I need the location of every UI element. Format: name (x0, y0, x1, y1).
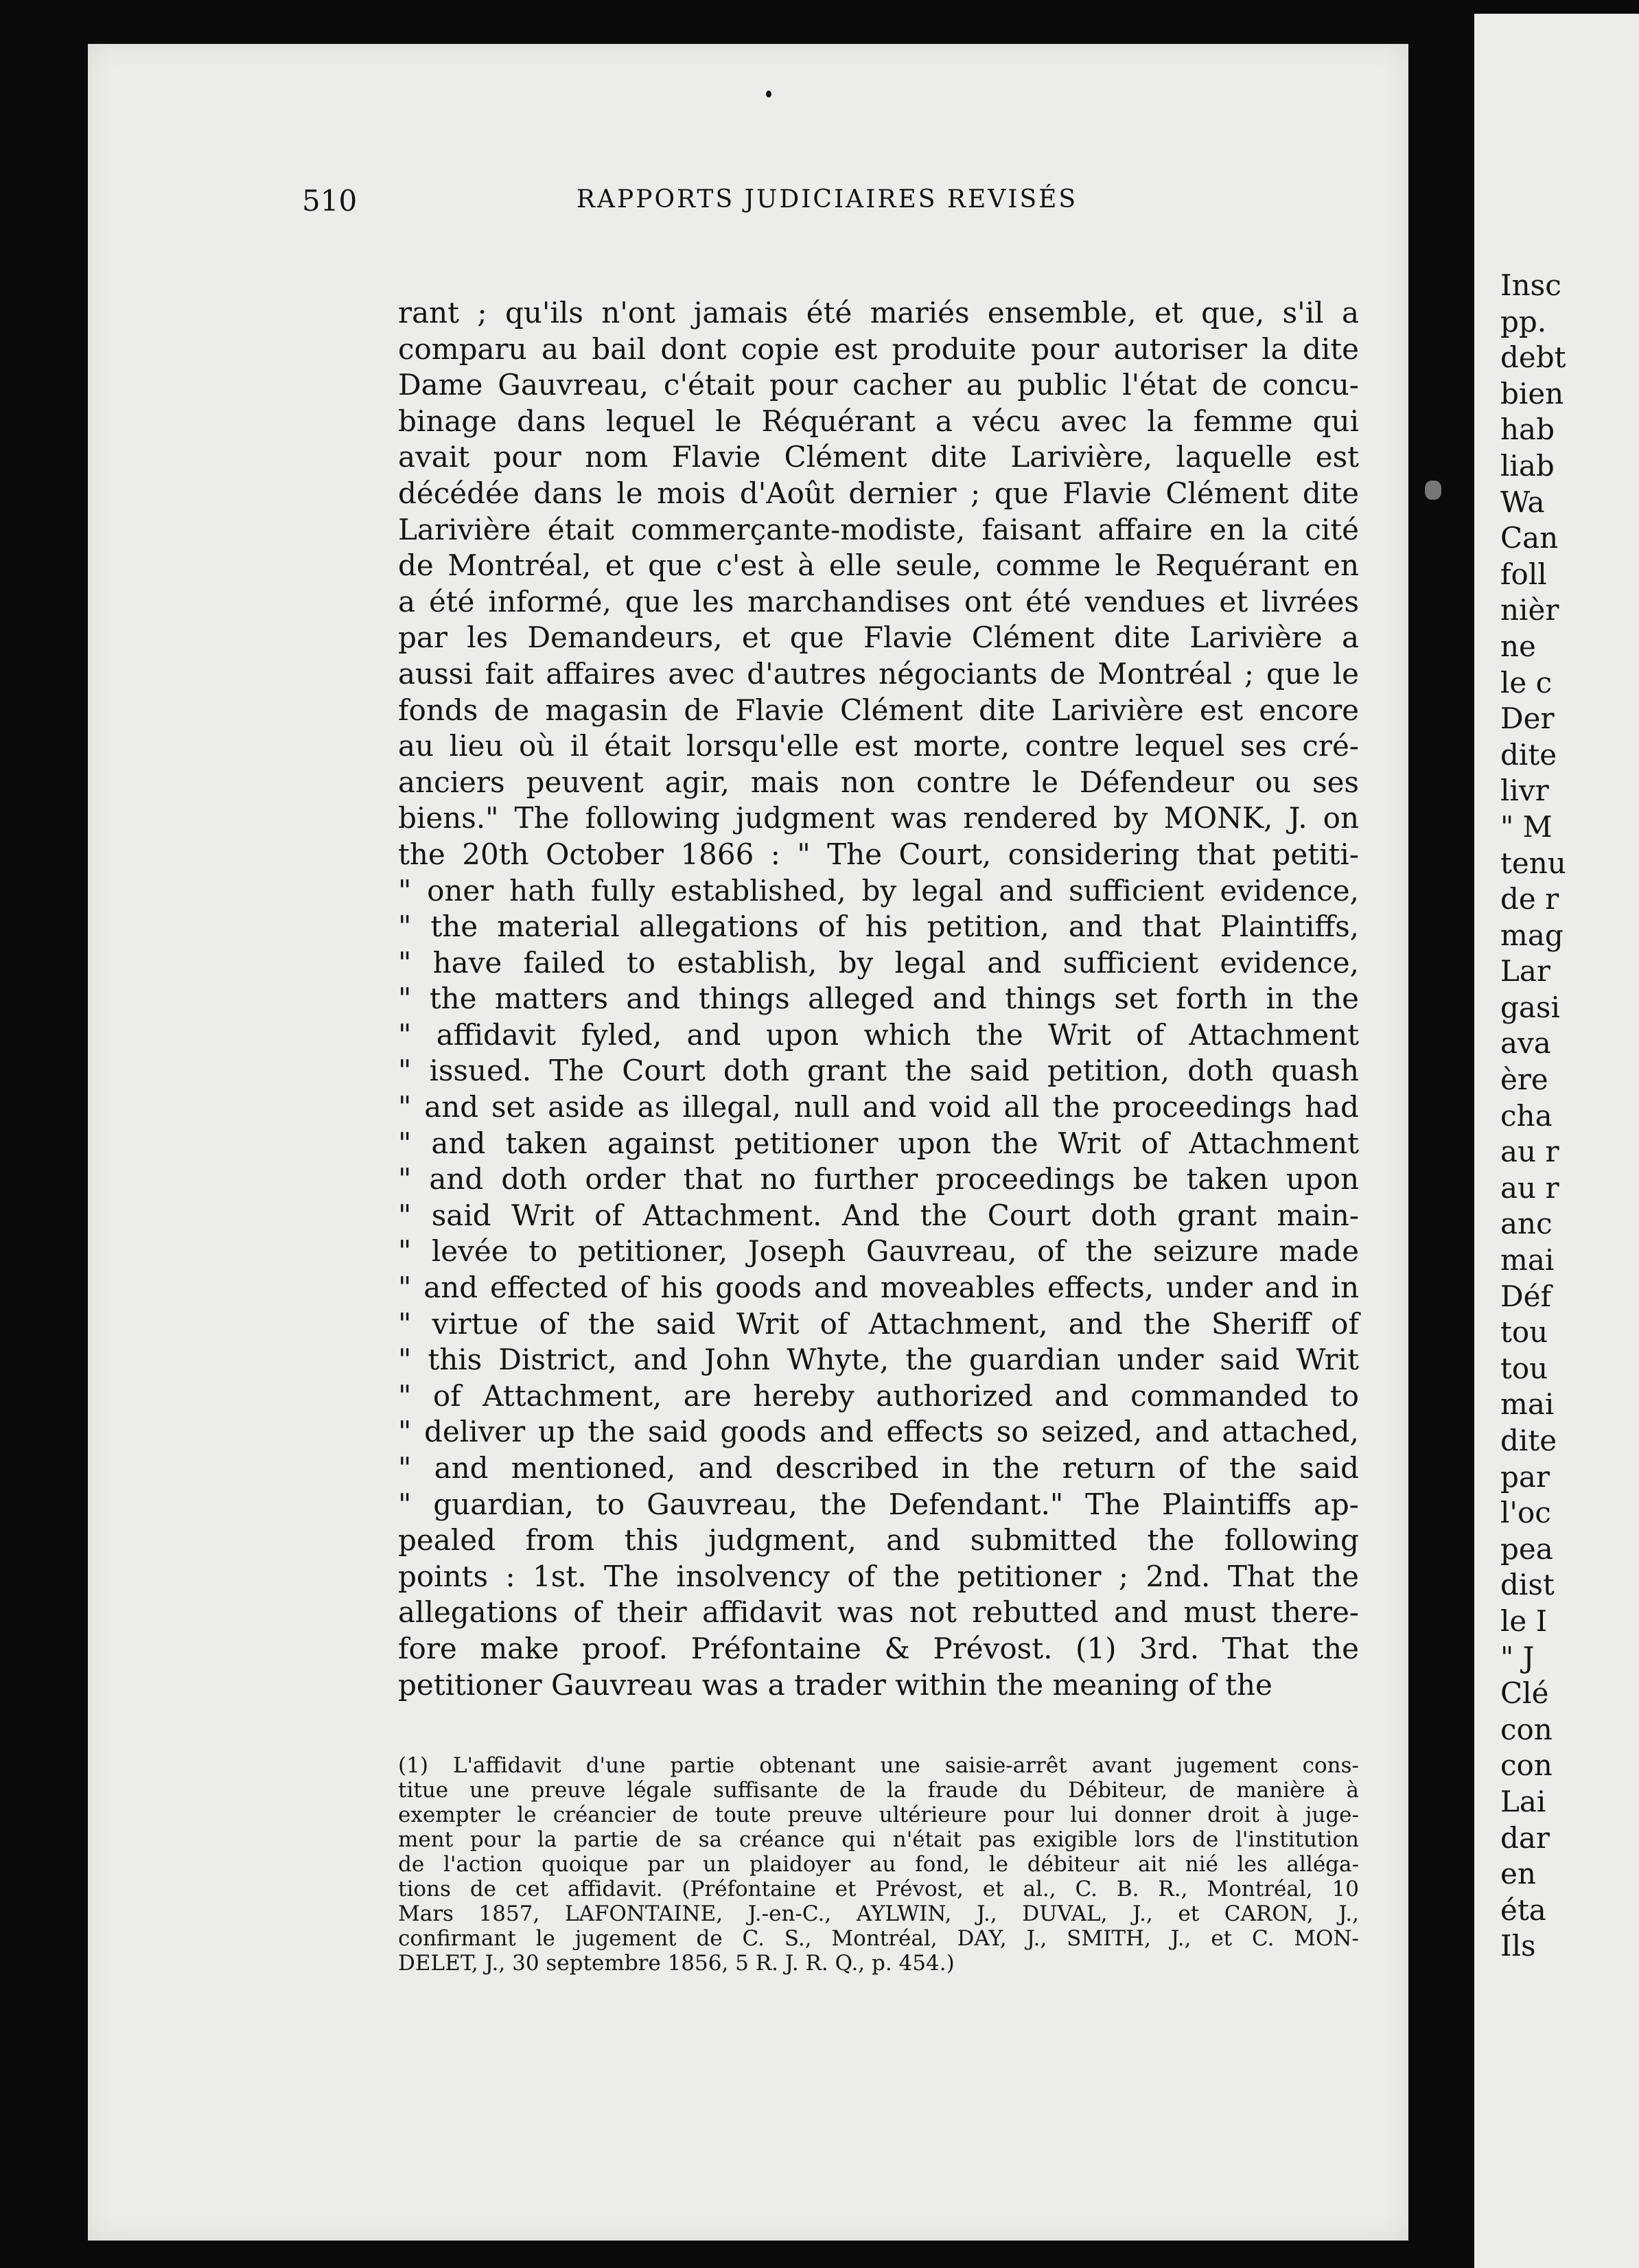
text-line: aussi fait affaires avec d'autres négociants de Montréal ; que le (398, 656, 1359, 691)
facing-page-line: liab (1500, 448, 1555, 483)
facing-page-line: dist (1500, 1568, 1555, 1602)
text-line: " guardian, to Gauvreau, the Defendant." The Plaintiffs ap- (398, 1487, 1359, 1521)
facing-page-line: Wa (1500, 485, 1545, 519)
facing-page-line: Clé (1500, 1676, 1549, 1711)
footnote-line: titue une preuve légale suffisante de la fraude du Débiteur, de manière à (398, 1778, 1359, 1803)
facing-page-line: " J (1500, 1640, 1535, 1674)
page-header (302, 184, 1352, 232)
facing-page-line: dite (1500, 737, 1557, 772)
text-line: Dame Gauvreau, c'était pour cacher au public l'état de concu- (398, 368, 1359, 402)
text-line: " and doth order that no further proceedings be taken upon (398, 1162, 1359, 1196)
facing-page-line: bien (1500, 376, 1564, 410)
facing-page-line: hab (1500, 413, 1555, 447)
facing-page-line: cha (1500, 1098, 1553, 1133)
facing-page-text (1500, 268, 1639, 1965)
facing-page-line: tenu (1500, 846, 1566, 880)
text-line: " and set aside as illegal, null and void all the proceedings had (398, 1090, 1359, 1124)
text-line: " levée to petitioner, Joseph Gauvreau, of the seizure made (398, 1234, 1359, 1269)
text-line: " and effected of his goods and moveables effects, under and in (398, 1271, 1359, 1305)
facing-page-line: Insc (1500, 268, 1561, 302)
text-line: " this District, and John Whyte, the guardian under said Writ (398, 1343, 1359, 1377)
facing-page-line: con (1500, 1712, 1553, 1746)
text-line: " affidavit fyled, and upon which the Writ of Attachment (398, 1017, 1359, 1052)
text-line: Larivière était commerçante-modiste, faisant affaire en la cité (398, 512, 1359, 546)
text-line: " the matters and things alleged and things set forth in the (398, 982, 1359, 1016)
facing-page-line: Lar (1500, 954, 1551, 988)
scan-smudge (1425, 481, 1441, 500)
facing-page-line: l'oc (1500, 1496, 1551, 1530)
text-line: " of Attachment, are hereby authorized and commanded to (398, 1378, 1359, 1413)
facing-page-line: Ils (1500, 1929, 1536, 1963)
text-line: fonds de magasin de Flavie Clément dite Larivière est encore (398, 693, 1359, 727)
facing-page (1474, 14, 1639, 2268)
facing-page-line: mai (1500, 1387, 1555, 1422)
text-line: biens." The following judgment was rendered by MONK, J. on (398, 801, 1359, 835)
text-line: au lieu où il était lorsqu'elle est morte, contre lequel ses cré- (398, 729, 1359, 763)
facing-page-line: au r (1500, 1170, 1559, 1205)
text-line: rant ; qu'ils n'ont jamais été mariés ensemble, et que, s'il a (398, 296, 1359, 329)
text-line: décédée dans le mois d'Août dernier ; que Flavie Clément dite (398, 476, 1359, 510)
footnote-line: DELET, J., 30 septembre 1856, 5 R. J. R. Q., p. 454.) (398, 1951, 955, 1976)
facing-page-line: ère (1500, 1063, 1548, 1097)
text-line: " and mentioned, and described in the return of the said (398, 1451, 1359, 1485)
facing-page-line: " M (1500, 809, 1553, 844)
facing-page-line: mai (1500, 1243, 1555, 1277)
text-line: petitioner Gauvreau was a trader within the meaning of the (398, 1667, 1272, 1702)
facing-page-line: mag (1500, 918, 1564, 952)
text-line: the 20th October 1866 : " The Court, considering that petiti- (398, 837, 1359, 871)
text-line: allegations of their affidavit was not rebutted and must there- (398, 1595, 1359, 1630)
text-line: points : 1st. The insolvency of the petitioner ; 2nd. That the (398, 1559, 1359, 1593)
facing-page-line: foll (1500, 557, 1547, 591)
text-line: comparu au bail dont copie est produite pour autoriser la dite (398, 332, 1359, 366)
facing-page-line: debt (1500, 340, 1566, 375)
page-number: 510 (302, 184, 358, 218)
text-line: " issued. The Court doth grant the said petition, doth quash (398, 1054, 1359, 1088)
text-line: " and taken against petitioner upon the Writ of Attachment (398, 1126, 1359, 1160)
facing-page-line: anc (1500, 1207, 1553, 1241)
text-line: de Montréal, et que c'est à elle seule, comme le Requérant en (398, 548, 1359, 583)
text-line: fore make proof. Préfontaine & Prévost. (1) 3rd. That the (398, 1631, 1359, 1665)
facing-page-line: gasi (1500, 990, 1560, 1024)
text-line: " deliver up the said goods and effects so seized, and attached, (398, 1415, 1359, 1449)
text-line: avait pour nom Flavie Clément dite Larivière, laquelle est (398, 440, 1359, 474)
facing-page-line: tou (1500, 1351, 1548, 1385)
text-line: par les Demandeurs, et que Flavie Clément dite Larivière a (398, 621, 1359, 655)
footnote-line: Mars 1857, LAFONTAINE, J.-en-C., AYLWIN, J., DUVAL, J., et CARON, J., (398, 1901, 1359, 1926)
facing-page-line: au r (1500, 1135, 1559, 1169)
footnote-line: exempter le créancier de toute preuve ultérieure pour lui donner droit à juge- (398, 1803, 1359, 1827)
facing-page-line: Can (1500, 521, 1559, 555)
facing-page-line: dite (1500, 1424, 1557, 1457)
footnote-line: confirmant le jugement de C. S., Montréal, DAY, J., SMITH, J., et C. MON- (398, 1926, 1359, 1951)
facing-page-line: par (1500, 1459, 1550, 1494)
facing-page-line: ava (1500, 1026, 1551, 1061)
facing-page-line: con (1500, 1748, 1553, 1783)
footnote-line: ment pour la partie de sa créance qui n'était pas exigible lors de l'institution (398, 1827, 1359, 1852)
facing-page-line: tou (1500, 1315, 1548, 1350)
text-line: binage dans lequel le Réquérant a vécu avec la femme qui (398, 404, 1359, 438)
text-line: " virtue of the said Writ of Attachment, and the Sheriff of (398, 1306, 1359, 1341)
facing-page-line: Déf (1500, 1279, 1552, 1313)
text-line: a été informé, que les marchandises ont été vendues et livrées (398, 584, 1359, 618)
main-text (398, 295, 1359, 1703)
facing-page-line: dar (1500, 1820, 1550, 1855)
text-line: " have failed to establish, by legal and sufficient evidence, (398, 945, 1359, 980)
footnote-line: de l'action quoique par un plaidoyer au fond, le débiteur ait nié les alléga- (398, 1852, 1359, 1877)
facing-page-line: éta (1500, 1893, 1546, 1927)
text-line: anciers peuvent agir, mais non contre le Défendeur ou ses (398, 765, 1359, 799)
facing-page-line: en (1500, 1857, 1536, 1891)
facing-page-line: pea (1500, 1531, 1553, 1566)
facing-page-line: ne (1500, 629, 1536, 663)
facing-page-line: de r (1500, 882, 1559, 916)
facing-page-line: nièr (1500, 593, 1559, 627)
footnote-line: tions de cet affidavit. (Préfontaine et Prévost, et al., C. B. R., Montréal, 10 (398, 1877, 1359, 1901)
facing-page-line: le I (1500, 1604, 1548, 1638)
facing-page-line: Lai (1500, 1784, 1546, 1818)
text-line: pealed from this judgment, and submitted the following (398, 1523, 1359, 1558)
facing-page-line: le c (1500, 665, 1553, 699)
footnote (398, 1753, 1359, 1976)
text-line: " the material allegations of his petition, and that Plaintiffs, (398, 910, 1359, 944)
facing-page-line: pp. (1500, 304, 1547, 338)
facing-page-line: Der (1500, 702, 1555, 736)
facing-page-line: livr (1500, 774, 1549, 808)
text-line: " said Writ of Attachment. And the Court doth grant main- (398, 1198, 1359, 1232)
text-line: " oner hath fully established, by legal and sufficient evidence, (398, 873, 1359, 907)
running-title: RAPPORTS JUDICIAIRES REVISÉS (576, 185, 1078, 213)
footnote-line: (1) L'affidavit d'une partie obtenant une saisie-arrêt avant jugement cons- (398, 1753, 1359, 1778)
ink-dot (766, 91, 771, 97)
